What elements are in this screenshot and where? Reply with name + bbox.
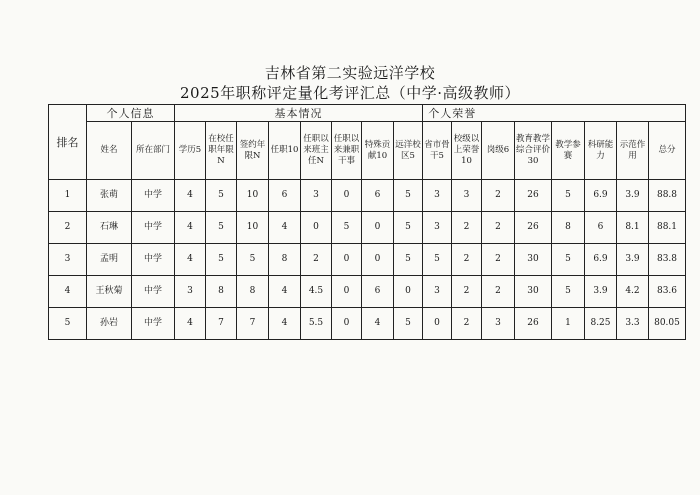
cell-name: 石琳 xyxy=(87,212,132,244)
cell-edu: 3 xyxy=(175,276,206,308)
cell-tenure: 7 xyxy=(206,308,237,340)
cell-name: 王秋菊 xyxy=(87,276,132,308)
cell-eval: 30 xyxy=(515,244,552,276)
cell-head-teacher: 3 xyxy=(301,180,332,212)
group-basic: 基本情况 xyxy=(175,105,423,122)
cell-rank: 4 xyxy=(49,276,87,308)
cell-contest: 5 xyxy=(552,180,585,212)
cell-tenure: 8 xyxy=(206,276,237,308)
column-header-row xyxy=(49,122,686,180)
cell-part-time: 0 xyxy=(332,180,362,212)
cell-dept: 中学 xyxy=(132,180,175,212)
cell-rank: 3 xyxy=(49,244,87,276)
cell-part-time: 0 xyxy=(332,308,362,340)
cell-school-honor: 2 xyxy=(452,308,482,340)
cell-term: 4 xyxy=(269,308,301,340)
cell-head-teacher: 0 xyxy=(301,212,332,244)
col-special: 特殊贡献10 xyxy=(362,122,394,180)
cell-dept: 中学 xyxy=(132,212,175,244)
table-row xyxy=(49,180,686,212)
cell-rank: 2 xyxy=(49,212,87,244)
cell-term: 4 xyxy=(269,212,301,244)
cell-name: 孟明 xyxy=(87,244,132,276)
table-row xyxy=(49,308,686,340)
table-body xyxy=(49,180,686,340)
cell-campus: 0 xyxy=(394,276,423,308)
cell-prov: 3 xyxy=(423,276,452,308)
col-head-teacher: 任职以来班主任N xyxy=(301,122,332,180)
cell-name: 张萌 xyxy=(87,180,132,212)
cell-demo: 3.9 xyxy=(617,180,649,212)
cell-total: 83.8 xyxy=(649,244,686,276)
cell-contest: 5 xyxy=(552,276,585,308)
cell-contract: 10 xyxy=(237,180,269,212)
cell-demo: 3.9 xyxy=(617,244,649,276)
table-row xyxy=(49,276,686,308)
cell-edu: 4 xyxy=(175,308,206,340)
cell-total: 80.05 xyxy=(649,308,686,340)
cell-special: 6 xyxy=(362,180,394,212)
cell-dept: 中学 xyxy=(132,308,175,340)
cell-contract: 10 xyxy=(237,212,269,244)
cell-demo: 8.1 xyxy=(617,212,649,244)
cell-school-honor: 2 xyxy=(452,244,482,276)
cell-tenure: 5 xyxy=(206,212,237,244)
col-dept: 所在部门 xyxy=(132,122,175,180)
cell-total: 88.8 xyxy=(649,180,686,212)
cell-campus: 5 xyxy=(394,244,423,276)
group-personal-info: 个人信息 xyxy=(87,105,175,122)
cell-edu: 4 xyxy=(175,244,206,276)
cell-prov: 0 xyxy=(423,308,452,340)
cell-special: 6 xyxy=(362,276,394,308)
cell-contract: 5 xyxy=(237,244,269,276)
cell-special: 4 xyxy=(362,308,394,340)
col-school-honor: 校级以上荣誉10 xyxy=(452,122,482,180)
cell-contest: 5 xyxy=(552,244,585,276)
group-blank-contest xyxy=(552,105,585,122)
col-name: 姓名 xyxy=(87,122,132,180)
cell-head-teacher: 2 xyxy=(301,244,332,276)
group-blank-total xyxy=(649,105,686,122)
group-header-row xyxy=(49,105,686,122)
cell-total: 83.6 xyxy=(649,276,686,308)
col-contract: 签约年限N xyxy=(237,122,269,180)
cell-school-honor: 2 xyxy=(452,212,482,244)
cell-campus: 5 xyxy=(394,180,423,212)
cell-head-teacher: 4.5 xyxy=(301,276,332,308)
cell-part-time: 5 xyxy=(332,212,362,244)
cell-part-time: 0 xyxy=(332,244,362,276)
col-demo: 示范作用 xyxy=(617,122,649,180)
cell-school-honor: 2 xyxy=(452,276,482,308)
cell-post: 2 xyxy=(482,244,515,276)
col-rank: 排名 xyxy=(49,105,87,180)
cell-edu: 4 xyxy=(175,212,206,244)
cell-research: 3.9 xyxy=(585,276,617,308)
cell-post: 2 xyxy=(482,276,515,308)
cell-research: 8.25 xyxy=(585,308,617,340)
cell-contract: 8 xyxy=(237,276,269,308)
cell-research: 6.9 xyxy=(585,244,617,276)
cell-special: 0 xyxy=(362,244,394,276)
cell-campus: 5 xyxy=(394,308,423,340)
cell-prov: 3 xyxy=(423,180,452,212)
cell-term: 4 xyxy=(269,276,301,308)
cell-head-teacher: 5.5 xyxy=(301,308,332,340)
group-blank-demo xyxy=(617,105,649,122)
col-contest: 教学参赛 xyxy=(552,122,585,180)
cell-term: 8 xyxy=(269,244,301,276)
cell-contract: 7 xyxy=(237,308,269,340)
cell-tenure: 5 xyxy=(206,244,237,276)
cell-rank: 5 xyxy=(49,308,87,340)
cell-demo: 3.3 xyxy=(617,308,649,340)
cell-rank: 1 xyxy=(49,180,87,212)
score-table xyxy=(48,104,686,340)
group-blank-post xyxy=(482,105,515,122)
col-research: 科研能力 xyxy=(585,122,617,180)
cell-contest: 1 xyxy=(552,308,585,340)
cell-term: 6 xyxy=(269,180,301,212)
cell-prov: 5 xyxy=(423,244,452,276)
cell-eval: 30 xyxy=(515,276,552,308)
col-eval: 教育教学综合评价30 xyxy=(515,122,552,180)
cell-dept: 中学 xyxy=(132,276,175,308)
school-name: 吉林省第二实验远洋学校 xyxy=(264,64,436,82)
cell-dept: 中学 xyxy=(132,244,175,276)
col-total: 总分 xyxy=(649,122,686,180)
cell-research: 6 xyxy=(585,212,617,244)
col-prov: 省市骨干5 xyxy=(423,122,452,180)
cell-campus: 5 xyxy=(394,212,423,244)
cell-research: 6.9 xyxy=(585,180,617,212)
cell-name: 孙岩 xyxy=(87,308,132,340)
col-term: 任职10 xyxy=(269,122,301,180)
document-title: 2025年职称评定量化考评汇总（中学·高级教师） xyxy=(180,84,520,102)
cell-tenure: 5 xyxy=(206,180,237,212)
table-row xyxy=(49,212,686,244)
col-post: 岗级6 xyxy=(482,122,515,180)
col-part-time: 任职以来兼职干事 xyxy=(332,122,362,180)
cell-total: 88.1 xyxy=(649,212,686,244)
cell-post: 2 xyxy=(482,180,515,212)
col-tenure: 在校任职年限N xyxy=(206,122,237,180)
table-row xyxy=(49,244,686,276)
cell-post: 3 xyxy=(482,308,515,340)
cell-demo: 4.2 xyxy=(617,276,649,308)
cell-part-time: 0 xyxy=(332,276,362,308)
cell-eval: 26 xyxy=(515,180,552,212)
col-edu: 学历5 xyxy=(175,122,206,180)
cell-post: 2 xyxy=(482,212,515,244)
cell-eval: 26 xyxy=(515,308,552,340)
cell-contest: 8 xyxy=(552,212,585,244)
cell-edu: 4 xyxy=(175,180,206,212)
group-blank-research xyxy=(585,105,617,122)
group-honor: 个人荣誉 xyxy=(423,105,482,122)
cell-prov: 3 xyxy=(423,212,452,244)
cell-school-honor: 3 xyxy=(452,180,482,212)
cell-special: 0 xyxy=(362,212,394,244)
col-campus: 远洋校区5 xyxy=(394,122,423,180)
group-blank-eval xyxy=(515,105,552,122)
cell-eval: 26 xyxy=(515,212,552,244)
